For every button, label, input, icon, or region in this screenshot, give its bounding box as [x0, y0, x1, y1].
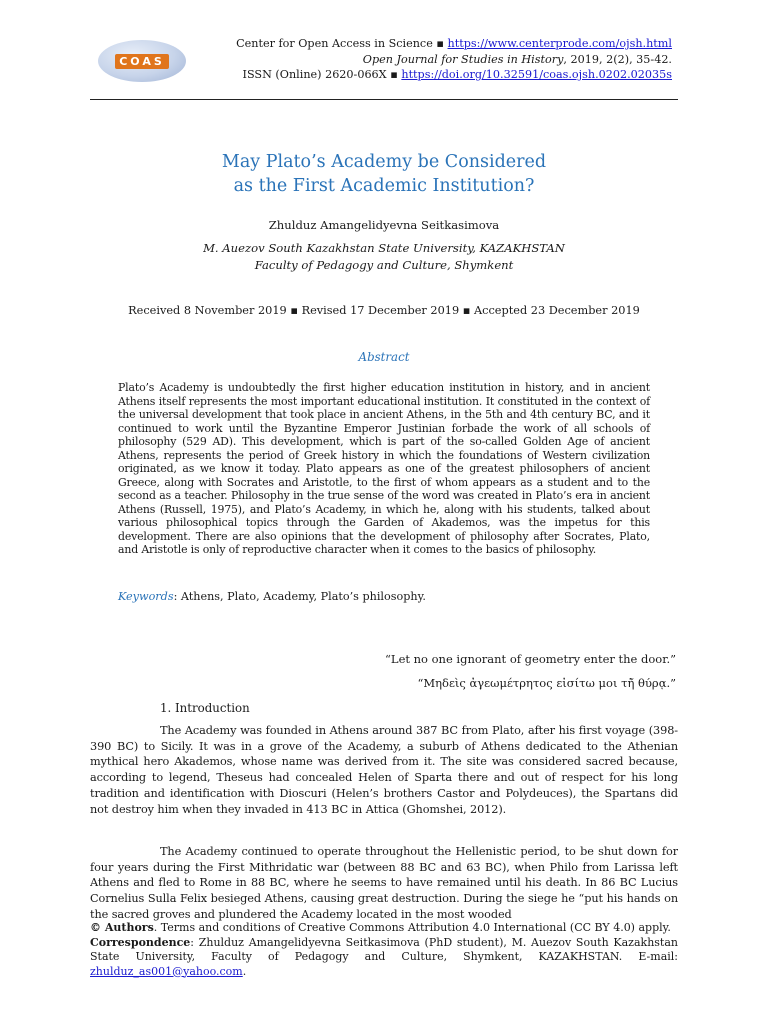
- license-text: . Terms and conditions of Creative Commons Attribution 4.0 International (CC BY 4.0) apply.: [153, 921, 671, 934]
- journal-header: [192, 36, 672, 83]
- section-heading: 1. Introduction: [160, 701, 250, 715]
- authors-label: © Authors: [90, 921, 154, 934]
- epigraph-greek: “Μηδεὶς ἀγεωμέτρητος εἰσίτω μοι τὴ̃ θύρᾳ.”: [417, 676, 676, 690]
- header-line-3: [192, 67, 672, 83]
- journal-name: Open Journal for Studies in History: [362, 52, 564, 66]
- abstract-text: Plato’s Academy is undoubtedly the first higher education institution in history, and in ancient Athens itself represents the most important educational institution. It constituted in the context of the universal development that took place in ancient Athens, in the 5th and 4th century BC, and it continued to work until the Byzantine Emperor Justinian forbade the work of all schools of philosophy (529 AD). This development, which is part of the so-called Golden Age of ancient Athens, represents the period of Greek history in which the foundations of Western civilization originated, as we know it today. Plato appears as one of the greatest philosophers of ancient Greece, along with Socrates and Aristotle, to the first of whom appears as a student and to the second as a teacher. Philosophy in the true sense of the word was created in Plato’s era in ancient Athens (Russell, 1975), and Plato’s Academy, in which he, along with his students, talked about various philosophical topics through the Garden of Akademos, was the impetus for this development. There are also opinions that the development of philosophy after Socrates, Plato, and Aristotle is only of reproductive character when it comes to the basics of philosophy.: [118, 381, 650, 556]
- separator: ▪: [386, 68, 402, 81]
- header-line-1: [192, 36, 672, 52]
- body-paragraph: The Academy was founded in Athens around 387 BC from Plato, after his first voyage (398-390 BC) to Sicily. It was in a grove of the Academy, a suburb of Athens dedicated to the Athenian mythical hero Akademos, whose name was derived from it. The site was considered sacred because, according to legend, Theseus had concealed Helen of Sparta there and out of respect for his long tradition and identification with Dioscuri (Helen’s brothers Castor and Polydeuces), the Spartans did not destroy him when they invaded in 413 BC in Attica (Ghomshei, 2012).: [90, 724, 678, 816]
- publisher-name: Center for Open Access in Science: [236, 37, 433, 50]
- title-line-2: as the First Academic Institution?: [233, 176, 535, 196]
- journal-url-link[interactable]: https://www.centerprode.com/ojsh.html: [447, 37, 672, 50]
- doi-link[interactable]: https://doi.org/10.32591/coas.ojsh.0202.02035s: [401, 68, 672, 81]
- header-rule: [90, 99, 678, 100]
- header-line-2: [192, 52, 672, 68]
- citation: , 2019, 2(2), 35-42.: [563, 52, 672, 66]
- period: .: [242, 964, 247, 978]
- affiliation-line-2: Faculty of Pedagogy and Culture, Shymkent: [254, 258, 514, 272]
- affiliation-line-1: M. Auezov South Kazakhstan State University, KAZAKHSTAN: [203, 241, 565, 255]
- correspondence-text: : Zhulduz Amangelidyevna Seitkasimova (PhD student), M. Auezov South Kazakhstan State University, Faculty of Pedagogy and Culture, Shymkent, KAZAKHSTAN. E-mail:: [90, 935, 678, 963]
- submission-dates: Received 8 November 2019 ▪ Revised 17 December 2019 ▪ Accepted 23 December 2019: [128, 304, 640, 317]
- correspondence-label: Correspondence: [90, 935, 191, 949]
- keywords-list: : Athens, Plato, Academy, Plato’s philosophy.: [173, 590, 426, 603]
- logo-text: COAS: [115, 54, 169, 69]
- footer-note: [90, 921, 678, 979]
- paper-title: [90, 150, 678, 198]
- affiliation: [90, 240, 678, 274]
- title-line-1: May Plato’s Academy be Considered: [221, 152, 547, 172]
- keywords-label: Keywords: [118, 590, 174, 603]
- correspondence: [90, 936, 678, 980]
- abstract-heading: Abstract: [358, 350, 410, 364]
- license-line: [90, 921, 678, 936]
- keywords: [118, 590, 650, 603]
- separator: ▪: [432, 37, 448, 50]
- epigraph-english: “Let no one ignorant of geometry enter the door.”: [385, 652, 676, 666]
- email-link[interactable]: zhulduz_as001@yahoo.com: [90, 964, 243, 978]
- issn: ISSN (Online) 2620-066X: [242, 68, 387, 81]
- author-name: Zhulduz Amangelidyevna Seitkasimova: [268, 218, 500, 232]
- body-paragraph: The Academy continued to operate throughout the Hellenistic period, to be shut down for four years during the First Mithridatic war (between 88 BC and 63 BC), when Philo from Larissa left Athens and fled to Rome in 88 BC, where he seems to have remained until his death. In 86 BC Lucius Cornelius Sulla Felix besieged Athens, causing great destruction. During the siege he “put his hands on the sacred groves and plundered the Academy located in the most wooded: [90, 845, 678, 921]
- coas-logo: [98, 40, 186, 82]
